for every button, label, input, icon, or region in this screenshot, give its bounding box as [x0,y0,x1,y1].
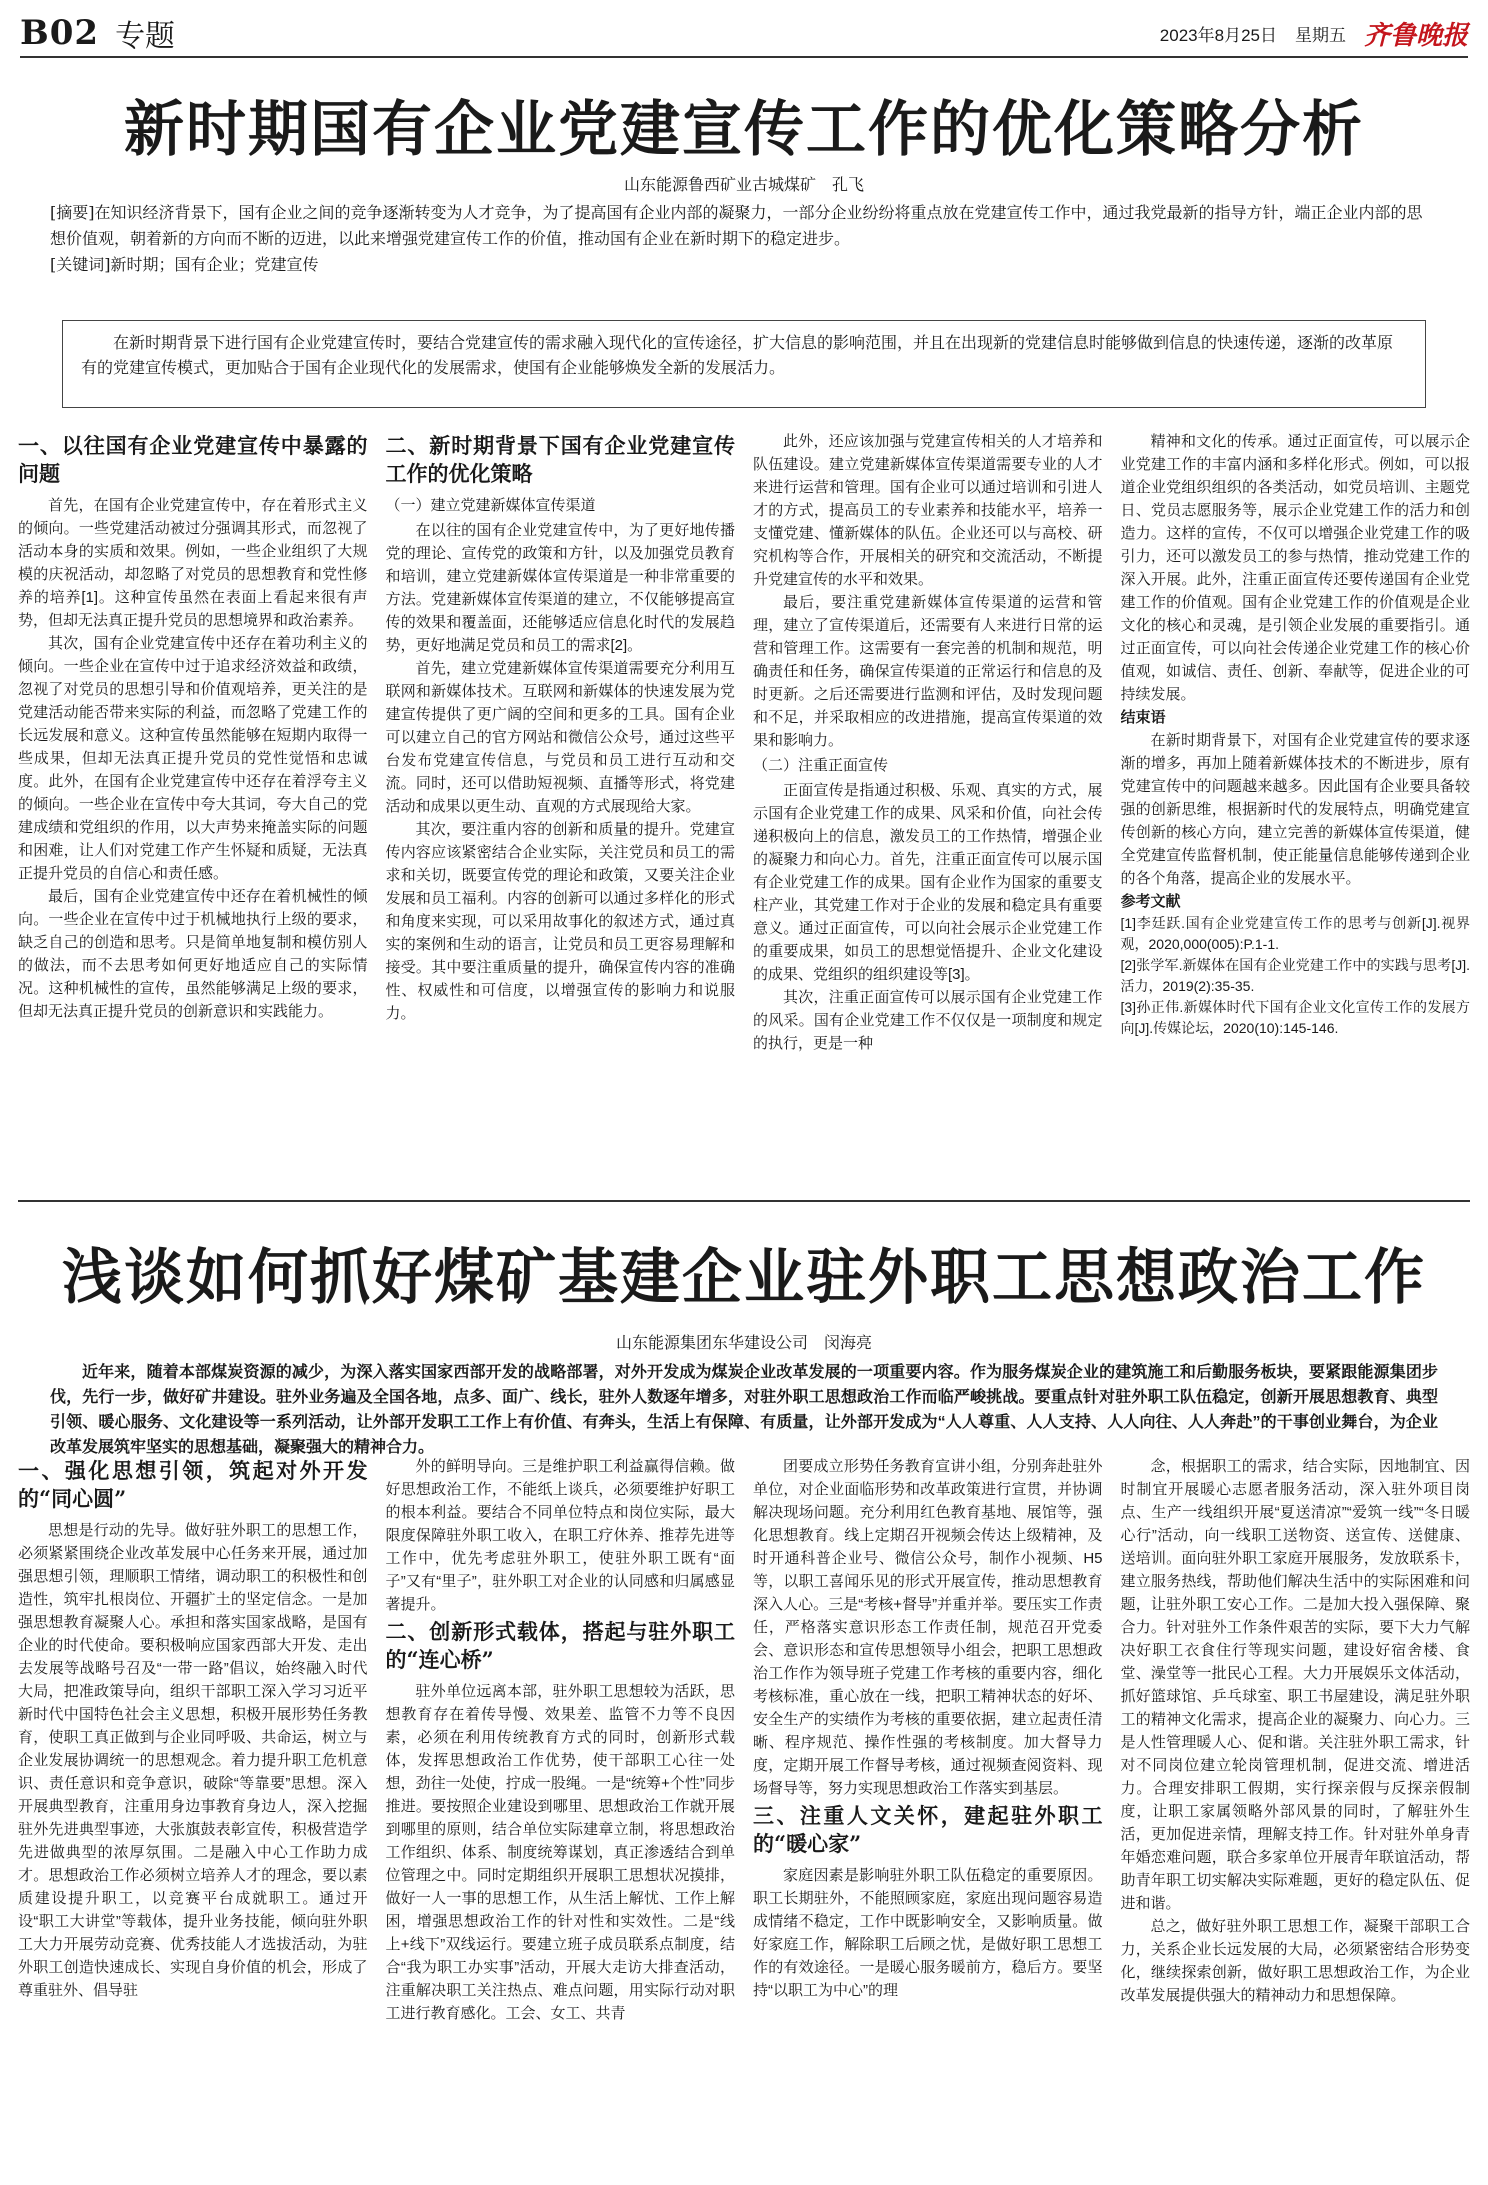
article1-column-1 [18,430,368,1190]
paragraph: 总之，做好驻外职工思想工作，凝聚干部职工合力，关系企业长远发展的大局，必须紧密结合形势变化，继续探索创新，做好职工思想政治工作，为企业改革发展提供强大的精神动力和思想保障。 [1120,1918,1470,2004]
paragraph: 精神和文化的传承。通过正面宣传，可以展示企业党建工作的丰富内涵和多样化形式。例如，可以报道企业党组织组织的各类活动，如党员培训、主题党日、党员志愿服务等，展示企业党建工作的活力和创造力。这样的宣传，不仅可以增强企业党建工作的吸引力，还可以激发员工的参与热情，推动党建工作的深入开展。此外，注重正面宣传还要传递国有企业党建工作的价值观。国有企业党建工作的价值观是企业文化的核心和灵魂，是引领企业发展的重要指引。通过正面宣传，可以向社会传递企业党建工作的核心价值观，如诚信、责任、创新、奉献等，促进企业的可持续发展。 [1120,433,1470,703]
article2-column-2 [386,1455,736,2175]
article-divider [18,1200,1470,1202]
section-name: 专题 [115,19,176,54]
conclusion-heading: 结束语 [1120,709,1166,726]
paragraph: 其次，国有企业党建宣传中还存在着功利主义的倾向。一些企业在宣传中过于追求经济效益和政绩，忽视了对党员的思想引导和价值观培养，更关注的是党建活动能否带来实际的利益，而忽略了党建工作的长远发展和意义。这种宣传虽然能够在短期内取得一些成果，但却无法真正提升党员的党性觉悟和忠诚度。此外，在国有企业党建宣传中还存在着浮夸主义的倾向。一些企业在宣传中夸大其词，夸大自己的党建成绩和党组织的作用，以大声势来掩盖实际的问题和困难，让人们对党建工作产生怀疑和质疑，无法真正提升党员的自信心和责任感。 [18,635,368,882]
paragraph: 思想是行动的先导。做好驻外职工的思想工作，必须紧紧围绕企业改革发展中心任务来开展，通过加强思想引领，理顺职工情绪，调动职工的积极性和创造性，筑牢扎根岗位、开疆扩土的坚定信念。一是加强思想教育凝聚人心。承担和落实国家战略，是国有企业的时代使命。要积极响应国家西部大开发、走出去发展等战略号召及“一带一路”倡议，始终融入时代大局，把准政策导向，组织干部职工深入学习习近平新时代中国特色社会主义思想，积极开展形势任务教育，使职工真正做到与企业同呼吸、共命运，树立与企业发展协调统一的思想观念。着力提升职工危机意识、责任意识和竞争意识，破除“等靠要”思想。深入开展典型教育，注重用身边事教育身边人，深入挖掘驻外先进典型事迹，大张旗鼓表彰宣传，积极营造学先进做典型的浓厚氛围。二是融入中心工作助力成才。思想政治工作必须树立培养人才的理念，要以素质建设提升职工，以竞赛平台成就职工。通过开设“职工大讲堂”等载体，提升业务技能，倾向驻外职工大力开展劳动竞赛、优秀技能人才选拔活动，为驻外职工创造快速成长、实现自身价值的机会，形成了尊重驻外、倡导驻 [18,1522,368,1999]
article2-heading-2: 二、创新形式载体，搭起与驻外职工的“连心桥” [385,1619,735,1672]
paragraph: 念，根据职工的需求，结合实际，因地制宜、因时制宜开展暖心志愿者服务活动，深入驻外项目岗点、生产一线组织开展“夏送清凉”“爱筑一线”“冬日暖心行”活动，向一线职工送物资、送宣传、送健康、送培训。面向驻外职工家庭开展服务，发放联系卡，建立服务热线，帮助他们解决生活中的实际困难和问题，让驻外职工安心工作。二是加大投入强保障、聚合力。针对驻外工作条件艰苦的实际，要下大力气解决好职工衣食住行等现实问题，建设好宿舍楼、食堂、澡堂等一批民心工程。大力开展娱乐文体活动，抓好篮球馆、乒乓球室、职工书屋建设，满足驻外职工的精神文化需求，提高企业的凝聚力、向心力。三是人性管理暖人心、促和谐。关注驻外职工需求，针对不同岗位建立轮岗管理机制，促进交流、增进活力。合理安排职工假期，实行探亲假与反探亲假制度，让职工家属领略外部风景的同时，了解驻外生活，更加促进亲情，理解支持工作。针对驻外单身青年婚恋难问题，联合多家单位开展青年联谊活动，帮助青年职工切实解决实际难题，更好的稳定队伍、促进和谐。 [1120,1458,1470,1912]
article2-column-1 [18,1455,368,2175]
reference-item: [1]李廷跃.国有企业党建宣传工作的思考与创新[J].视界观，2020,000(005):P.1-1. [1120,915,1470,952]
paragraph: 首先，建立党建新媒体宣传渠道需要充分利用互联网和新媒体技术。互联网和新媒体的快速发展为党建宣传提供了更广阔的空间和更多的工具。国有企业可以建立自己的官方网站和微信公众号，通过这些平台发布党建宣传信息，与党员和员工进行互动和交流。同时，还可以借助短视频、直播等形式，将党建活动和成果以更生动、直观的方式展现给大家。 [385,660,735,815]
article1-byline: 山东能源鲁西矿业古城煤矿 孔飞 [623,177,864,194]
paragraph: 此外，还应该加强与党建宣传相关的人才培养和队伍建设。建立党建新媒体宣传渠道需要专业的人才来进行运营和管理。国有企业可以通过培训和引进人才的方式，提高员工的专业素养和技能水平，培养一支懂党建、懂新媒体的队伍。企业还可以与高校、研究机构等合作，开展相关的研究和交流活动，不断提升党建宣传的水平和效果。 [753,433,1103,588]
article1-subheading-1: （一）建立党建新媒体宣传渠道 [385,497,596,514]
issue-date: 2023年8月25日 [1159,25,1277,45]
article1-column-3 [753,430,1103,1190]
article1-heading-2: 二、新时期背景下国有企业党建宣传工作的优化策略 [385,433,735,486]
paragraph: 最后，国有企业党建宣传中还存在着机械性的倾向。一些企业在宣传中过于机械地执行上级的要求，缺乏自己的创造和思考。只是简单地复制和模仿别人的做法，而不去思考如何更好地适应自己的实际情况。这种机械性的宣传，虽然能够满足上级的要求，但却无法真正提升党员的创新意识和实践能力。 [18,888,368,1020]
references-heading: 参考文献 [1120,893,1181,910]
article2-heading-1: 一、强化思想引领，筑起对外开发的“同心圆” [18,1458,368,1511]
article2-heading-3: 三、注重人文关怀，建起驻外职工的“暖心家” [753,1803,1103,1856]
issue-weekday: 星期五 [1294,25,1346,45]
reference-item: [3]孙正伟.新媒体时代下国有企业文化宣传工作的发展方向[J].传媒论坛，2020(10):145-146. [1120,999,1470,1036]
article1-title: 新时期国有企业党建宣传工作的优化策略分析 [124,95,1364,165]
paragraph: 首先，在国有企业党建宣传中，存在着形式主义的倾向。一些党建活动被过分强调其形式，而忽视了活动本身的实质和效果。例如，一些企业组织了大规模的庆祝活动，却忽略了对党员的思想教育和党性修养的培养[1]。这种宣传虽然在表面上看起来很有声势，但却无法真正提升党员的思想境界和政治素养。 [18,497,368,629]
reference-item: [2]张学军.新媒体在国有企业党建工作中的实践与思考[J].活力，2019(2):35-35. [1120,957,1470,994]
page-header [20,10,1468,58]
article1-keywords: [关键词]新时期；国有企业；党建宣传 [50,255,319,274]
paragraph: 外的鲜明导向。三是维护职工利益赢得信赖。做好思想政治工作，不能纸上谈兵，必须要维护好职工的根本利益。要结合不同单位特点和岗位实际，最大限度保障驻外职工收入，在职工疗休养、推荐先进等工作中，优先考虑驻外职工，使驻外职工既有“面子”又有“里子”，驻外职工对企业的认同感和归属感显著提升。 [385,1458,735,1613]
article1-column-2 [386,430,736,1190]
paragraph: 正面宣传是指通过积极、乐观、真实的方式，展示国有企业党建工作的成果、风采和价值，向社会传递积极向上的信息，激发员工的工作热情，增强企业的凝聚力和向心力。首先，注重正面宣传可以展示国有企业党建工作的成果。国有企业作为国家的重要支柱产业，其党建工作对于企业的发展和稳定具有重要意义。通过正面宣传，可以向社会展示企业党建工作的重要成果，如员工的思想觉悟提升、企业文化建设的成果、党组织的组织建设等[3]。 [753,782,1103,983]
article2-column-3 [753,1455,1103,2175]
paragraph: 在新时期背景下，对国有企业党建宣传的要求逐渐的增多，再加上随着新媒体技术的不断进步，原有党建宣传中的问题越来越多。因此国有企业要具备较强的创新思维，根据新时代的发展特点，明确党建宣传创新的核心方向，建立完善的新媒体宣传渠道，健全党建宣传监督机制，使正能量信息能够传递到企业的各个角落，提高企业的发展水平。 [1120,732,1470,887]
paragraph: 其次，注重正面宣传可以展示国有企业党建工作的风采。国有企业党建工作不仅仅是一项制度和规定的执行，更是一种 [753,989,1103,1052]
paragraph: 团要成立形势任务教育宣讲小组，分别奔赴驻外单位，对企业面临形势和改革政策进行宣贯，并协调解决现场问题。充分利用红色教育基地、展馆等，强化思想教育。线上定期召开视频会传达上级精神，及时开通科普企业号、微信公众号，制作小视频、H5等，以职工喜闻乐见的形式开展宣传，推动思想教育深入人心。三是“考核+督导”并重并举。要压实工作责任，严格落实意识形态工作责任制，规范召开党委会、意识形态和宣传思想领导小组会，把职工思想政治工作作为领导班子党建工作考核的重要内容，细化考核标准，重心放在一线，把职工精神状态的好坏、安全生产的实绩作为考核的重要依据，建立起责任清晰、程序规范、操作性强的考核制度。加大督导力度，定期开展工作督导考核，通过视频查阅资料、现场督导等，努力实现思想政治工作落实到基层。 [753,1458,1103,1797]
article1-subheading-2: （二）注重正面宣传 [753,757,889,774]
paragraph: 最后，要注重党建新媒体宣传渠道的运营和管理，建立了宣传渠道后，还需要有人来进行日常的运营和管理工作。这需要有一套完善的机制和规范，明确责任和任务，确保宣传渠道的正常运行和信息的及时更新。之后还需要进行监测和评估，及时发现问题和不足，并采取相应的改进措施，提高宣传渠道的效果和影响力。 [753,594,1103,749]
article1-lead-box: 在新时期背景下进行国有企业党建宣传时，要结合党建宣传的需求融入现代化的宣传途径，扩大信息的影响范围，并且在出现新的党建信息时能够做到信息的快速传递，逐渐的改革原有的党建宣传模式，更加贴合于国有企业现代化的发展需求，使国有企业能够焕发全新的发展活力。 [62,320,1426,408]
article2-body [18,1455,1470,2175]
header-meta [1160,15,1468,52]
article1-abstract: [摘要]在知识经济背景下，国有企业之间的竞争逐渐转变为人才竞争，为了提高国有企业内部的凝聚力，一部分企业纷纷将重点放在党建宣传工作中，通过我党最新的指导方针，端正企业内部的思想价值观，朝着新的方向而不断的迈进，以此来增强党建宣传工作的价值，推动国有企业在新时期下的稳定进步。 [50,203,1423,248]
newspaper-logo: 齐鲁晚报 [1363,20,1468,51]
article1-column-4 [1121,430,1471,1190]
paragraph: 驻外单位远离本部，驻外职工思想较为活跃，思想教育存在着传导慢、效果差、监管不力等不良因素，必须在利用传统教育方式的同时，创新形式载体，发挥思想政治工作优势，使干部职工心往一处想，劲往一处使，拧成一股绳。一是“统筹+个性”同步推进。要按照企业建设到哪里、思想政治工作就开展到哪里的原则，结合单位实际建章立制，将思想政治工作组织、体系、制度统筹谋划，真正渗透结合到单位管理之中。同时定期组织开展职工思想状况摸排，做好一人一事的思想工作，从生活上解忧、工作上解困，增强思想政治工作的针对性和实效性。二是“线上+线下”双线运行。要建立班子成员联系点制度，结合“我为职工办实事”活动，开展大走访大排查活动，注重解决职工关注热点、难点问题，用实际行动对职工进行教育感化。工会、女工、共青 [385,1683,735,2022]
page-number: B02 [20,13,100,53]
article2-column-4 [1121,1455,1471,2175]
paragraph: 其次，要注重内容的创新和质量的提升。党建宣传内容应该紧密结合企业实际，关注党员和员工的需求和关切，既要宣传党的理论和政策，又要关注企业发展和员工福利。内容的创新可以通过多样化的形式和角度来实现，可以采用故事化的叙述方式，通过真实的案例和生动的语言，让党员和员工更容易理解和接受。其中要注重质量的提升，确保宣传内容的准确性、权威性和可信度，以增强宣传的影响力和说服力。 [385,821,735,1022]
article2-lead: 近年来，随着本部煤炭资源的减少，为深入落实国家西部开发的战略部署，对外开发成为煤炭企业改革发展的一项重要内容。作为服务煤炭企业的建筑施工和后勤服务板块，要紧跟能源集团步伐，先行一步，做好矿井建设。驻外业务遍及全国各地，点多、面广、线长，驻外人数逐年增多，对驻外职工思想政治工作而临严峻挑战。要重点针对驻外职工队伍稳定，创新开展思想教育、典型引领、暖心服务、文化建设等一系列活动，让外部开发职工工作上有价值、有奔头，生活上有保障、有质量，让外部开发成为“人人尊重、人人支持、人人向往、人人奔赴”的干事创业舞台，为企业改革发展筑牢坚实的思想基础，凝聚强大的精神合力。 [50,1364,1438,1456]
article1-abstract-block [50,200,1438,278]
article1-body [18,430,1470,1190]
article2-title: 浅谈如何抓好煤矿基建企业驻外职工思想政治工作 [62,1243,1426,1313]
paragraph: 在以往的国有企业党建宣传中，为了更好地传播党的理论、宣传党的政策和方针，以及加强党员教育和培训，建立党建新媒体宣传渠道是一种非常重要的方法。党建新媒体宣传渠道的建立，不仅能够提高宣传的效果和覆盖面，还能够适应信息化时代的发展趋势，更好地满足党员和员工的需求[2]。 [385,522,735,654]
article2-byline: 山东能源集团东华建设公司 闵海亮 [615,1335,872,1352]
paragraph: 家庭因素是影响驻外职工队伍稳定的重要原因。职工长期驻外，不能照顾家庭，家庭出现问题容易造成情绪不稳定，工作中既影响安全，又影响质量。做好家庭工作，解除职工后顾之忧，是做好职工思想工作的有效途径。一是暖心服务暖前方，稳后方。要坚持“以职工为中心”的理 [753,1867,1103,1999]
article1-heading-1: 一、以往国有企业党建宣传中暴露的问题 [18,433,368,486]
